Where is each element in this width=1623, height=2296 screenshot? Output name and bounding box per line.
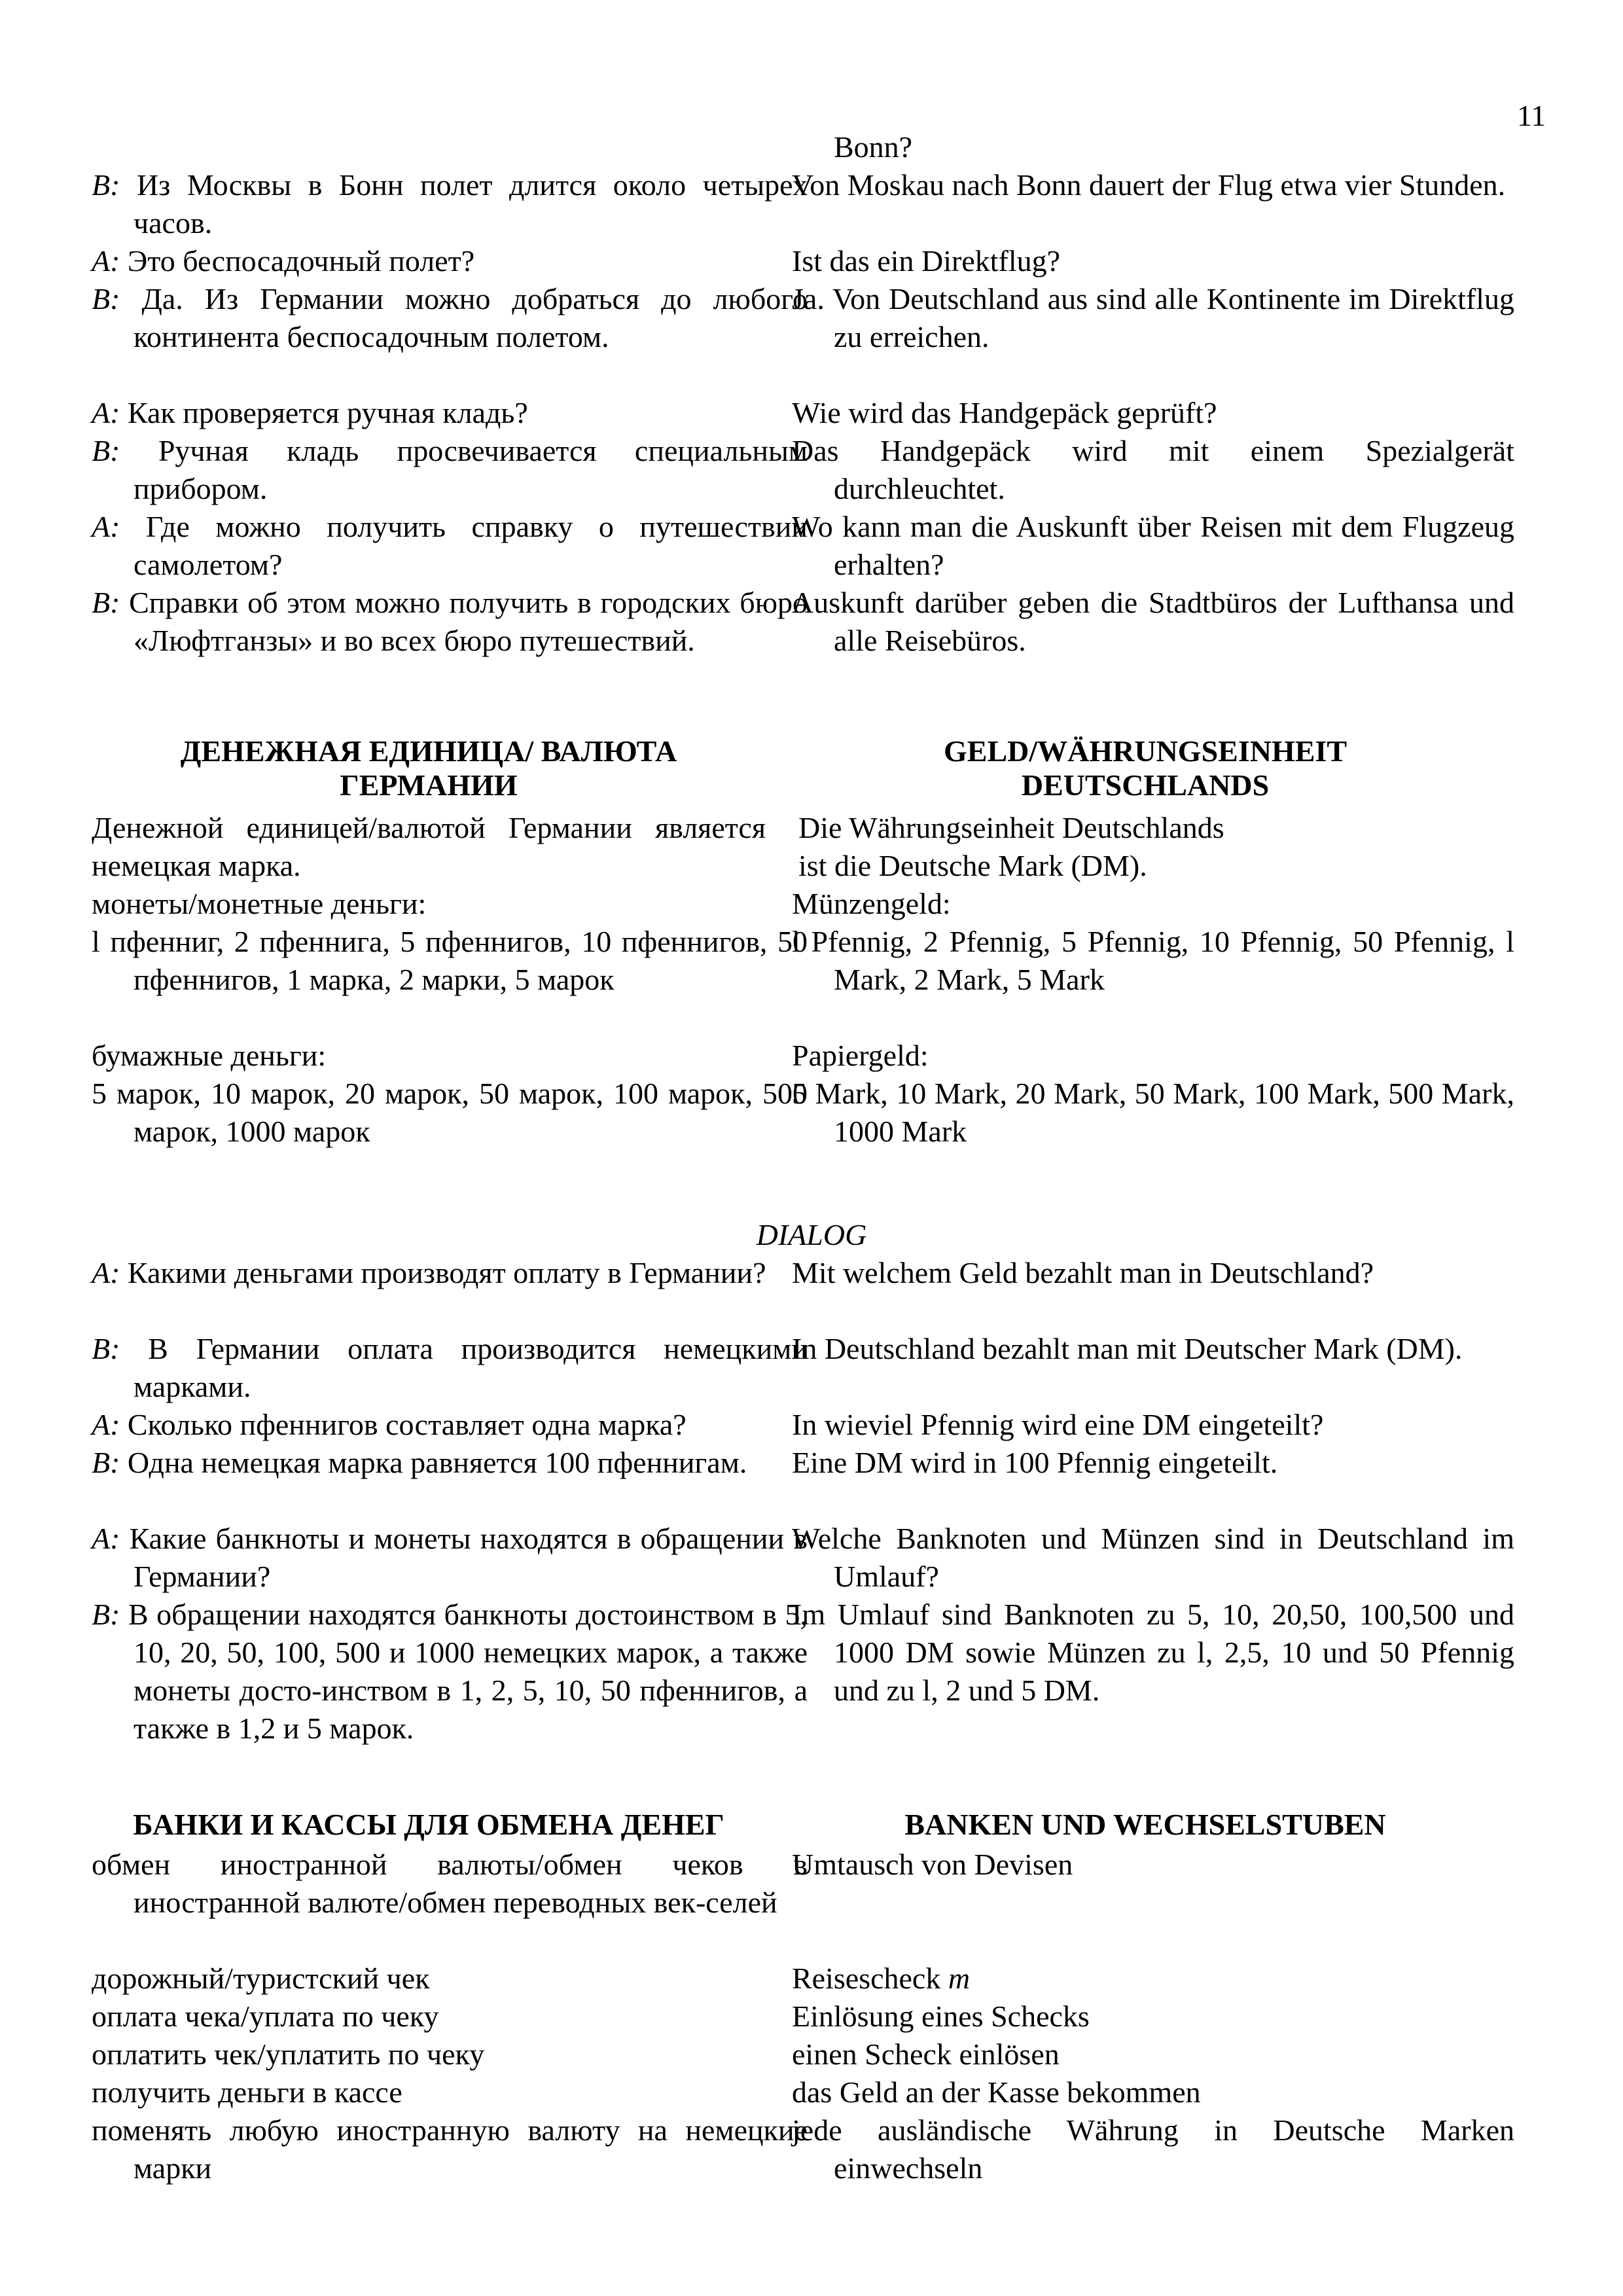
dialog-line-ru — [92, 1254, 808, 1292]
vocab-de-text: Reisescheck — [792, 1962, 941, 1995]
paper-label-ru: бумажные деньги: — [92, 1039, 327, 1072]
line-text: Справки об этом можно получить в городских бюро «Люфтганзы» и во всех бюро путешествий. — [129, 586, 808, 657]
dialog-line-de: In Deutschland bezahlt man mit Deutscher Mark (DM). — [792, 1332, 1463, 1365]
dialog-line-ru — [92, 242, 808, 280]
speaker-label: A: — [92, 510, 120, 543]
line-text: Да. Из Германии можно добраться до любого континента беспосадочным полетом. — [134, 282, 808, 353]
line-text: Какие банкноты и монеты находятся в обращении в Германии? — [129, 1522, 808, 1593]
paper-list-ru: 5 марок, 10 марок, 20 марок, 50 марок, 100 марок, 500 марок, 1000 марок — [92, 1077, 808, 1148]
dialog-line-de: Ja. Von Deutschland aus sind alle Kontinente im Direktflug zu erreichen. — [792, 282, 1514, 353]
vocab-de — [792, 2036, 1514, 2073]
dialog-line-de: Im Umlauf sind Banknoten zu 5, 10, 20,50, 100,500 und 1000 DM sowie Münzen zu l, 2,5, 10 und 50 Pfennig und zu l, 2 und 5 DM. — [792, 1598, 1514, 1707]
line-text: Как проверяется ручная кладь? — [127, 396, 528, 429]
line-text: Это беспосадочный полет? — [127, 244, 475, 278]
vocab-ru: дорожный/туристский чек — [92, 1962, 430, 1995]
dialog-line-de: Von Moskau nach Bonn dauert der Flug etwa vier Stunden. — [792, 168, 1506, 202]
dialog-line-de: Welche Banknoten und Münzen sind in Deutschland im Umlauf? — [792, 1522, 1514, 1593]
coins-list-ru: l пфенниг, 2 пфеннига, 5 пфеннигов, 10 пфеннигов, 50 пфеннигов, 1 марка, 2 марки, 5 марок — [92, 925, 808, 996]
coins-label-de: Münzengeld: — [792, 887, 951, 920]
dialog-line-de: Eine DM wird in 100 Pfennig eingeteilt. — [792, 1446, 1278, 1479]
speaker-label: B: — [92, 434, 120, 467]
gender-mark: m — [948, 1962, 971, 1995]
dialog-line-de: Wo kann man die Auskunft über Reisen mit dem Flugzeug erhalten? — [792, 510, 1514, 581]
vocab-de-text: einen Scheck einlösen — [792, 2037, 1060, 2071]
line-text: В обращении находятся банкноты достоинством в 5, 10, 20, 50, 100, 500 и 1000 немецких марок, а также монеты досто-инством в 1, 2, 5, 10, 50 пфеннигов, а также в 1,2 и 5 марок. — [128, 1598, 808, 1745]
line-text: Какими деньгами производят оплату в Германии? — [127, 1256, 766, 1289]
line-text: В Германии оплата производится немецкими марками. — [134, 1332, 808, 1403]
vocab-de — [792, 1998, 1514, 2036]
dialog-line-ru — [92, 394, 808, 432]
dialog-line-ru — [92, 1596, 808, 1748]
line-text: Из Москвы в Бонн полет длится около четырех часов. — [134, 168, 808, 240]
page-number: 11 — [1517, 99, 1546, 132]
dialog-line-ru — [92, 584, 808, 660]
section-heading-de: BANKEN UND WECHSELSTUBEN — [904, 1808, 1386, 1841]
line-text: Сколько пфеннигов составляет одна марка? — [127, 1408, 687, 1441]
speaker-label: B: — [92, 1332, 120, 1365]
dialog-line-de: Auskunft darüber geben die Stadtbüros der Lufthansa und alle Reisebüros. — [792, 586, 1514, 657]
dialog-line-de: In wieviel Pfennig wird eine DM eingeteilt? — [792, 1408, 1324, 1441]
vocab-de-text: das Geld an der Kasse bekommen — [792, 2075, 1201, 2109]
dialog-title: DIALOG — [756, 1218, 867, 1251]
vocab-de — [792, 1960, 1514, 1998]
speaker-label: B: — [92, 168, 120, 202]
speaker-label: A: — [92, 396, 120, 429]
coins-list-de: l Pfennig, 2 Pfennig, 5 Pfennig, 10 Pfennig, 50 Pfennig, l Mark, 2 Mark, 5 Mark — [792, 925, 1514, 996]
vocab-ru: обмен иностранной валюты/обмен чеков в иностранной валюте/обмен переводных век-селей — [92, 1848, 808, 1919]
vocab-de — [792, 2073, 1514, 2111]
dialog-line-ru — [92, 166, 808, 242]
vocab-ru: оплата чека/уплата по чеку — [92, 2000, 439, 2033]
vocab-ru: оплатить чек/уплатить по чеку — [92, 2037, 485, 2071]
dialog-line-de: Das Handgepäck wird mit einem Spezialgerät durchleuchtet. — [792, 434, 1514, 505]
speaker-label: A: — [92, 1522, 120, 1555]
line-text: Где можно получить справку о путешествии самолетом? — [134, 510, 808, 581]
carryover-word: Bonn? — [834, 130, 913, 164]
vocab-de-text: jede ausländische Währung in Deutsche Marken einwechseln — [792, 2113, 1514, 2185]
dialog-line-ru — [92, 1330, 808, 1406]
carryover-text — [792, 128, 1472, 166]
vocab-de-text: Einlösung eines Schecks — [792, 2000, 1090, 2033]
speaker-label: A: — [92, 1408, 120, 1441]
dialog-line-ru — [92, 508, 808, 584]
dialog-line-de: Wie wird das Handgepäck geprüft? — [792, 396, 1217, 429]
dialog-line-ru — [92, 280, 808, 356]
line-text: Ручная кладь просвечивается специальным прибором. — [134, 434, 808, 505]
line-text: Одна немецкая марка равняется 100 пфеннигам. — [127, 1446, 747, 1479]
dialog-line-ru — [92, 1406, 808, 1444]
currency-intro-ru: Денежной единицей/валютой Германии является немецкая марка. — [92, 811, 766, 882]
vocab-de — [792, 2111, 1514, 2187]
paper-list-de: 5 Mark, 10 Mark, 20 Mark, 50 Mark, 100 Mark, 500 Mark, 1000 Mark — [792, 1077, 1514, 1148]
speaker-label: A: — [92, 244, 120, 278]
currency-intro-de: Die Währungseinheit Deutschlands ist die Deutsche Mark (DM). — [798, 811, 1224, 882]
vocab-de-text: Umtausch von Devisen — [792, 1848, 1073, 1881]
speaker-label: B: — [92, 1598, 120, 1631]
section-heading-ru: ДЕНЕЖНАЯ ЕДИНИЦА/ ВАЛЮТА ГЕРМАНИИ — [180, 734, 677, 802]
dialog-line-ru — [92, 1520, 808, 1596]
section-heading-de: GELD/WÄHRUNGSEINHEIT DEUTSCHLANDS — [943, 734, 1347, 802]
dialog-line-de: Mit welchem Geld bezahlt man in Deutschland? — [792, 1256, 1374, 1289]
dialog-line-ru — [92, 1444, 808, 1482]
dialog-line-de: Ist das ein Direktflug? — [792, 244, 1061, 278]
vocab-ru: поменять любую иностранную валюту на немецкие марки — [92, 2113, 808, 2185]
speaker-label: A: — [92, 1256, 120, 1289]
coins-label-ru: монеты/монетные деньги: — [92, 887, 427, 920]
speaker-label: B: — [92, 282, 120, 315]
paper-label-de: Papiergeld: — [792, 1039, 929, 1072]
speaker-label: B: — [92, 1446, 120, 1479]
speaker-label: B: — [92, 586, 120, 619]
vocab-de — [792, 1846, 1514, 1884]
section-heading-ru: БАНКИ И КАССЫ ДЛЯ ОБМЕНА ДЕНЕГ — [133, 1808, 724, 1841]
dialog-line-ru — [92, 432, 808, 508]
vocab-ru: получить деньги в кассе — [92, 2075, 402, 2109]
